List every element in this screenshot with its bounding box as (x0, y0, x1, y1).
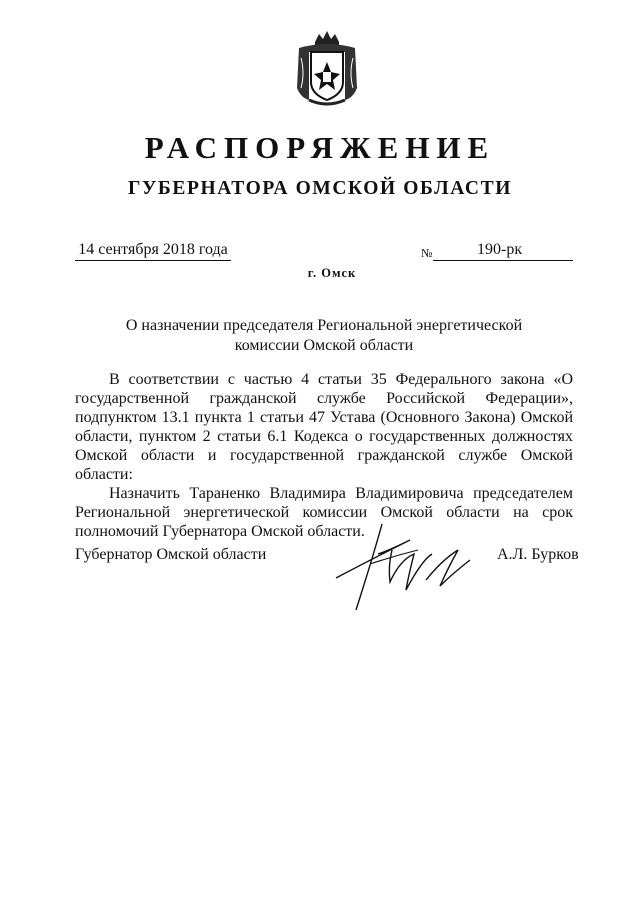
signatory-name: А.Л. Бурков (497, 546, 579, 563)
number-sign: № (421, 246, 433, 260)
body-paragraph: В соответствии с частью 4 статьи 35 Федерального закона «О государственной гражданской службе Российской Федерации», подпунктом 13.1 пункта 1 статьи 47 Устава (Основного Закона) Омской области, пунктом 2 статьи 6.1 Кодекса о государственных должностях Омской области и государственной гражданской службе Омской области: (75, 371, 573, 483)
document-title: РАСПОРЯЖЕНИЕ (144, 130, 496, 165)
signatory-role: Губернатор Омской области (75, 546, 267, 563)
handwritten-signature-icon (330, 520, 475, 612)
document-body (75, 370, 573, 541)
coat-of-arms-icon (293, 28, 361, 106)
document-subtitle: ГУБЕРНАТОРА ОМСКОЙ ОБЛАСТИ (128, 178, 512, 199)
document-city: г. Омск (307, 266, 357, 280)
document-number: 190-рк (477, 241, 523, 258)
document-date: 14 сентября 2018 года (75, 240, 231, 261)
document-heading: О назначении председателя Региональной энергетической комиссии Омской области (125, 317, 523, 354)
body-paragraph: Назначить Тараненко Владимира Владимировича председателем Региональной энергетической комиссии Омской области на срок полномочий Губернатора Омской области. (75, 485, 573, 540)
